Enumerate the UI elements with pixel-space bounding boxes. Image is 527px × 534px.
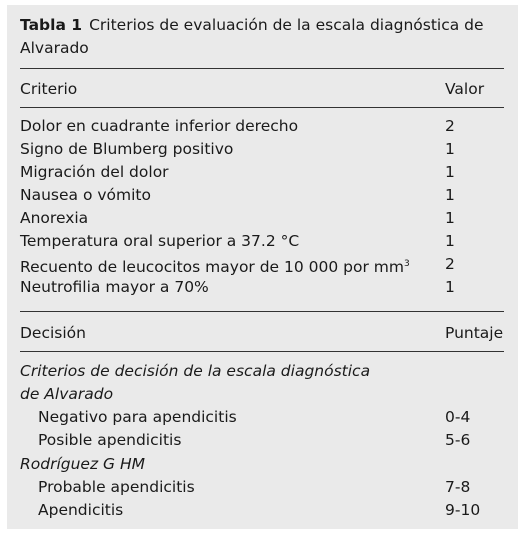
criteria-value: 1 — [445, 278, 455, 296]
criteria-name: Nausea o vómito — [20, 186, 151, 204]
decision-name: Probable apendicitis — [38, 478, 195, 496]
criteria-value: 1 — [445, 140, 455, 158]
value-column-header: Valor — [445, 80, 485, 98]
criteria-value: 1 — [445, 186, 455, 204]
criteria-name: Anorexia — [20, 209, 89, 227]
decision-column-header: Decisión — [20, 324, 86, 342]
decision-score: 7-8 — [445, 478, 471, 496]
decision-group-heading-author: Rodríguez G HM — [20, 455, 145, 473]
criteria-name: Temperatura oral superior a 37.2 °C — [20, 232, 300, 250]
superscript-exponent: 3 — [404, 259, 410, 269]
divider-decision-header — [20, 351, 504, 352]
criteria-name: Dolor en cuadrante inferior derecho — [20, 117, 299, 135]
criteria-name: Neutrofilia mayor a 70% — [20, 278, 209, 296]
table-panel — [7, 5, 518, 529]
score-column-header: Puntaje — [445, 324, 504, 342]
table-number: Tabla 1 — [20, 16, 83, 34]
divider-header — [20, 107, 504, 108]
criteria-value: 2 — [445, 117, 455, 135]
divider-top — [20, 68, 504, 69]
criteria-column-header: Criterio — [20, 80, 78, 98]
criteria-value: 1 — [445, 232, 455, 250]
criteria-value: 1 — [445, 209, 455, 227]
decision-group-heading-line2: de Alvarado — [20, 385, 114, 403]
decision-score: 5-6 — [445, 431, 471, 449]
criteria-name: Migración del dolor — [20, 163, 169, 181]
decision-score: 0-4 — [445, 408, 471, 426]
divider-decision — [20, 311, 504, 312]
decision-name: Apendicitis — [38, 501, 124, 519]
decision-name: Posible apendicitis — [38, 431, 182, 449]
decision-score: 9-10 — [445, 501, 481, 519]
criteria-value: 1 — [445, 163, 455, 181]
decision-name: Negativo para apendicitis — [38, 408, 237, 426]
criteria-value: 2 — [445, 255, 455, 273]
criteria-name: Signo de Blumberg positivo — [20, 140, 234, 158]
table-title: Criterios de evaluación de la escala diagnóstica de Alvarado — [20, 16, 484, 57]
criteria-name-wrap — [20, 254, 410, 277]
criteria-name: Recuento de leucocitos mayor de 10 000 por mm — [20, 258, 405, 276]
decision-group-heading-line1: Criterios de decisión de la escala diagnóstica — [20, 362, 371, 380]
table-caption — [20, 14, 500, 60]
